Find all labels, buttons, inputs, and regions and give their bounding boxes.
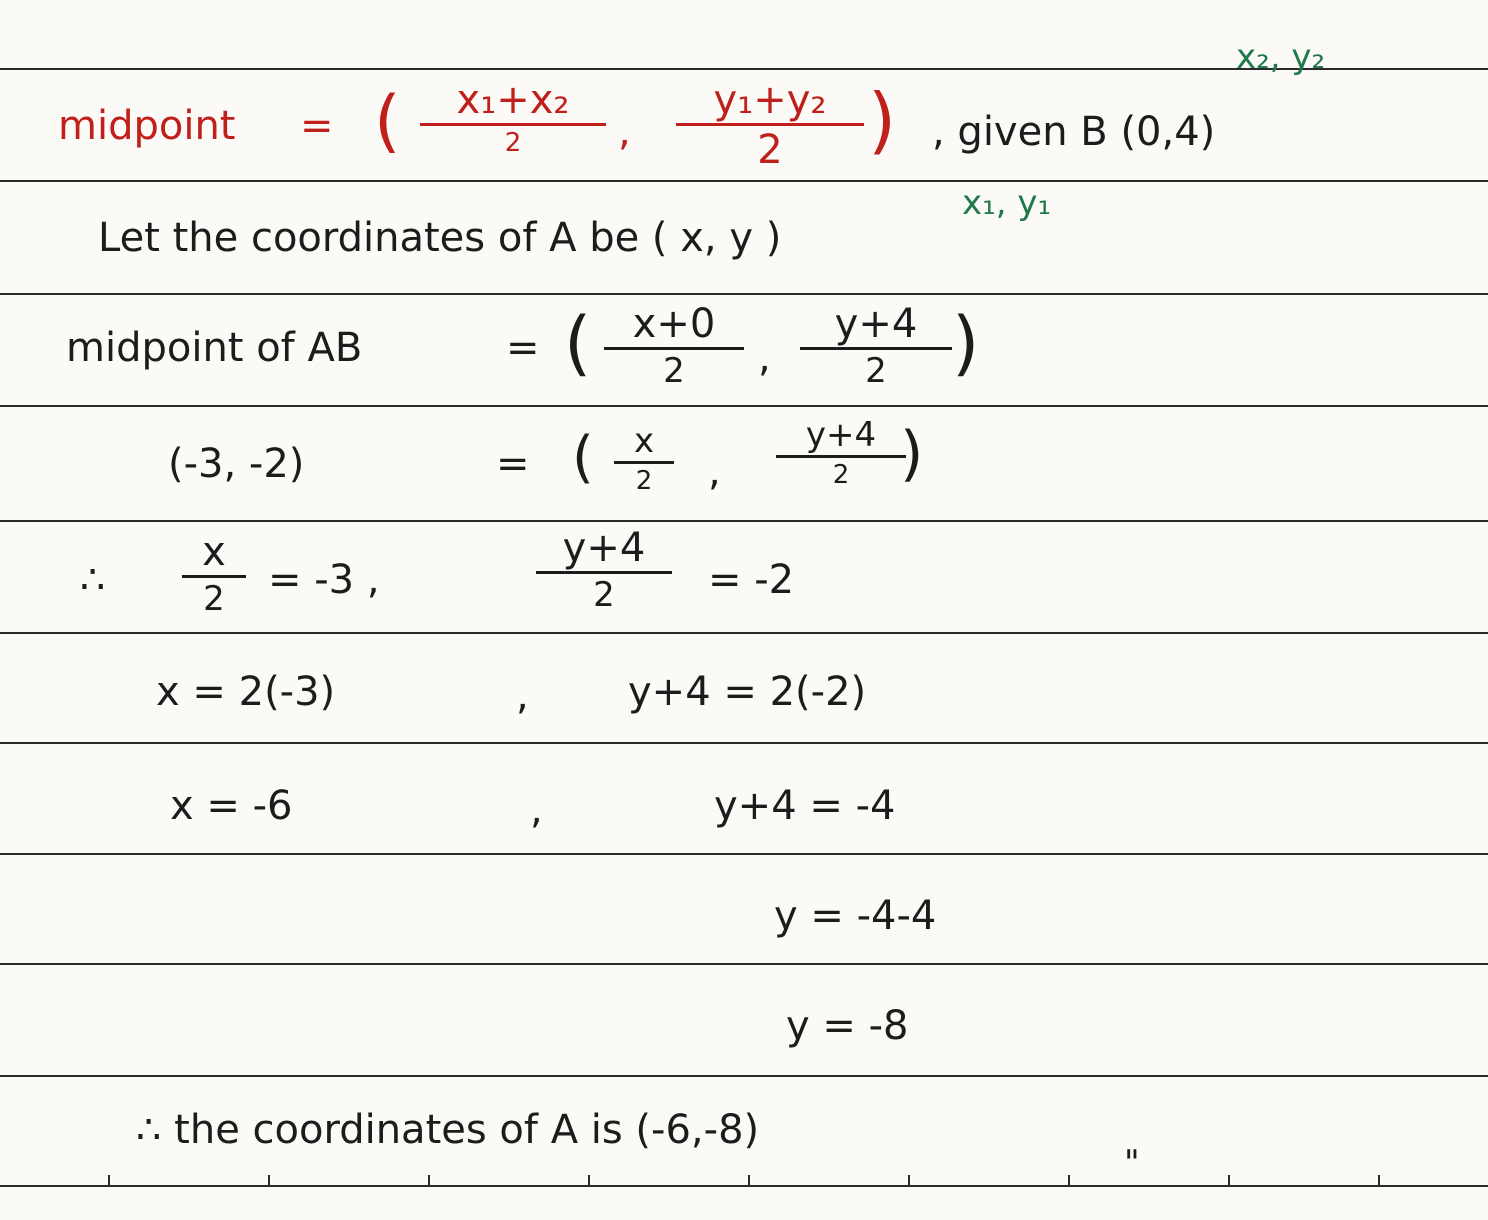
x-numerator: x₁+x₂ (456, 77, 570, 123)
y-equation-rhs: = -2 (708, 557, 795, 603)
ruled-line (0, 293, 1488, 295)
y-fraction (776, 415, 906, 490)
ruler-tick (908, 1175, 910, 1187)
y-fraction (676, 77, 864, 173)
fraction-bar (604, 347, 744, 350)
close-paren: ) (900, 419, 924, 489)
conclusion: ∴ the coordinates of A is (-6,-8) (136, 1107, 760, 1153)
y-numerator: y₁+y₂ (713, 77, 827, 123)
x-numerator: x (202, 529, 226, 575)
y-step: y+4 = -4 (714, 783, 896, 829)
b-coordinate-annotation: x₂, y₂ (1236, 37, 1326, 77)
y-step: y+4 = 2(-2) (628, 669, 867, 715)
let-statement: Let the coordinates of A be ( x, y ) (98, 215, 782, 261)
open-paren: ( (564, 302, 592, 384)
y-denominator: 2 (865, 351, 887, 391)
equals-sign: = (496, 441, 530, 487)
close-paren: ) (868, 78, 897, 162)
given-point-b: , given B (0,4) (932, 109, 1216, 155)
ruler-tick (588, 1175, 590, 1187)
therefore-symbol: ∴ (80, 557, 106, 603)
x-fraction (420, 77, 606, 158)
x-fraction (182, 529, 246, 619)
fraction-bar (676, 123, 864, 126)
fraction-bar (776, 455, 906, 458)
ruled-line (0, 742, 1488, 744)
x-denominator: 2 (203, 579, 225, 619)
ruler-tick (1228, 1175, 1230, 1187)
a-coordinate-annotation: x₁, y₁ (962, 183, 1052, 223)
ruler-tick (748, 1175, 750, 1187)
ruled-line (0, 1185, 1488, 1187)
fraction-bar (536, 571, 672, 574)
comma: , (618, 109, 631, 155)
ruled-line (0, 632, 1488, 634)
y-fraction (536, 525, 672, 615)
comma: , (708, 449, 721, 495)
y-numerator: y+4 (834, 301, 918, 347)
ruler-tick (428, 1175, 430, 1187)
open-paren: ( (572, 425, 594, 490)
x-denominator: 2 (635, 466, 653, 496)
comma: , (758, 335, 771, 381)
close-paren: ) (952, 302, 980, 384)
ruler-tick (1378, 1175, 1380, 1187)
open-paren: ( (374, 82, 401, 161)
x-step: x = 2(-3) (156, 669, 336, 715)
y-result: y = -8 (786, 1003, 909, 1049)
formula-label: midpoint (58, 103, 236, 149)
y-step: y = -4-4 (774, 893, 937, 939)
y-denominator: 2 (832, 460, 850, 490)
x-numerator: x (633, 421, 655, 461)
ruled-line (0, 405, 1488, 407)
x-fraction (604, 301, 744, 391)
x-denominator: 2 (504, 128, 522, 158)
ruled-line (0, 520, 1488, 522)
x-result: x = -6 (170, 783, 293, 829)
ruler-tick (268, 1175, 270, 1187)
y-numerator: y+4 (562, 525, 646, 571)
midpoint-ab-label: midpoint of AB (66, 325, 363, 371)
ruled-line (0, 1075, 1488, 1077)
comma: , (516, 673, 529, 719)
fraction-bar (614, 461, 674, 464)
x-denominator: 2 (663, 351, 685, 391)
ruler-tick (1068, 1175, 1070, 1187)
ruler-tick (108, 1175, 110, 1187)
y-denominator: 2 (757, 127, 783, 173)
fraction-bar (420, 123, 606, 126)
y-fraction (800, 301, 952, 391)
ruled-line (0, 180, 1488, 182)
given-midpoint: (-3, -2) (168, 441, 305, 487)
ruled-line (0, 963, 1488, 965)
y-numerator: y+4 (805, 415, 877, 455)
x-fraction (614, 421, 674, 496)
x-equation-rhs: = -3 , (268, 557, 380, 603)
comma: , (530, 787, 543, 833)
y-denominator: 2 (593, 575, 615, 615)
equals-sign: = (506, 325, 540, 371)
x-numerator: x+0 (632, 301, 716, 347)
end-mark: " (1124, 1143, 1140, 1183)
equals-sign: = (300, 103, 334, 149)
fraction-bar (182, 575, 246, 578)
fraction-bar (800, 347, 952, 350)
ruled-line (0, 853, 1488, 855)
